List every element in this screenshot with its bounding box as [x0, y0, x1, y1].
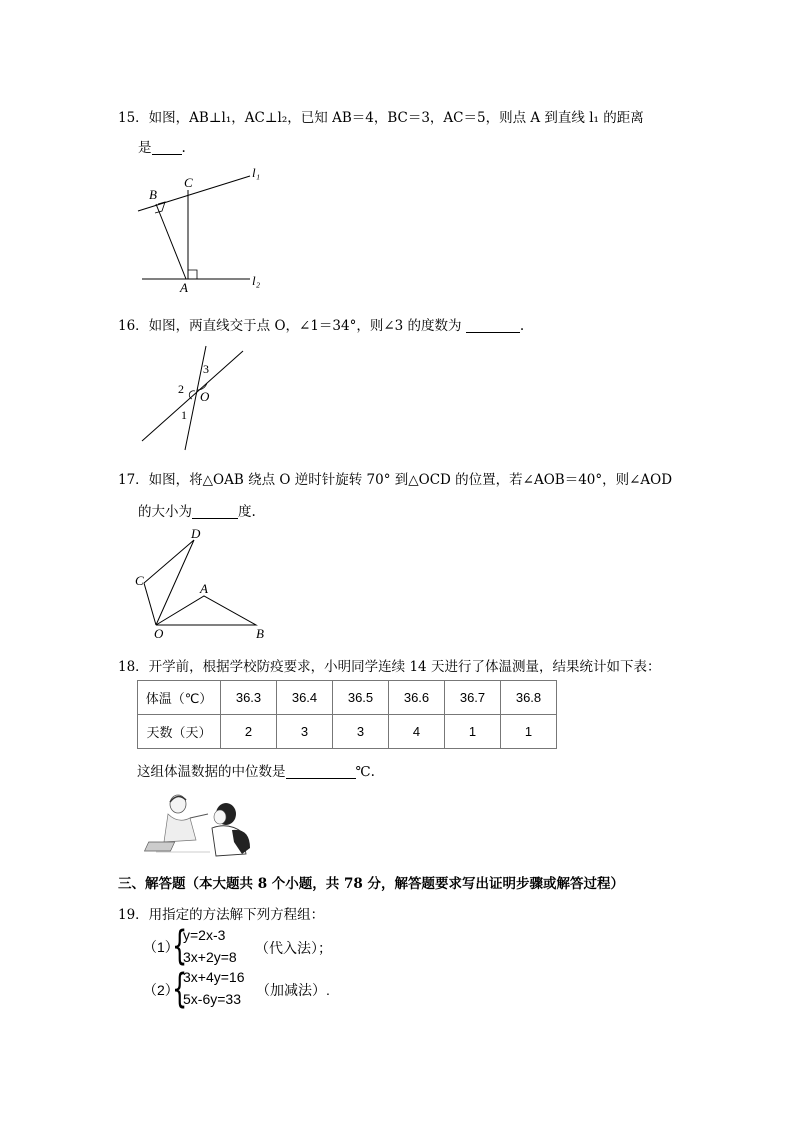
q17-line2 — [138, 500, 256, 520]
q19-part1-method: （代入法）； — [255, 940, 332, 956]
q18-text: 18．开学前，根据学校防疫要求，小明同学连续 14 天进行了体温测量，结果统计如下表： — [118, 659, 661, 675]
label-O: O — [200, 389, 210, 404]
q16-text: 16．如图，两直线交于点 O，∠1＝34°，则∠3 的度数为 — [118, 318, 462, 334]
section-heading: 三、解答题（本大题共 8 个小题，共 78 分，解答题要求写出证明步骤或解答过程） — [118, 876, 624, 892]
q18-answer-blank[interactable] — [286, 764, 356, 779]
table-cell: 36.6 — [389, 681, 445, 715]
q19-part2-eq1: 3x+4y=16 — [183, 969, 245, 985]
q19-part1-brace: { — [172, 923, 188, 969]
q19-part2-eq2: 5x-6y=33 — [183, 991, 241, 1007]
label-A: A — [200, 581, 208, 596]
q17-answer-blank[interactable] — [192, 504, 238, 519]
table-cell: 36.4 — [277, 681, 333, 715]
triangle-OAB — [156, 596, 256, 625]
q19-part2-brace: { — [172, 966, 188, 1012]
table-cell: 4 — [389, 715, 445, 749]
segment-AB — [156, 204, 186, 279]
q16-answer-blank[interactable] — [466, 318, 520, 333]
table-cell: 2 — [221, 715, 277, 749]
triangle-OCD — [144, 540, 194, 625]
q19-part2-method: （加减法）. — [256, 982, 330, 998]
table-cell: 3 — [333, 715, 389, 749]
q19-text: 19．用指定的方法解下列方程组： — [118, 907, 325, 923]
q15-line1: 15．如图，AB⊥l₁，AC⊥l₂，已知 AB＝4，BC＝3，AC＝5，则点 A 到直线 l₁ 的距离 — [118, 110, 644, 126]
label-3: 3 — [203, 362, 209, 376]
q18-after-pre: 这组体温数据的中位数是 — [137, 764, 286, 780]
label-1: 1 — [181, 408, 187, 422]
line-shallow — [142, 351, 243, 441]
table-cell: 1 — [501, 715, 557, 749]
label-C: C — [184, 175, 193, 190]
right-angle-B — [155, 202, 165, 213]
table-cell: 36.5 — [333, 681, 389, 715]
table-cell: 36.8 — [501, 681, 557, 715]
label-2: 2 — [178, 382, 184, 396]
temperature-table — [137, 680, 557, 749]
q15-line2-post: . — [181, 140, 186, 156]
q15-line2 — [138, 136, 186, 156]
q15-line2-pre: 是 — [138, 140, 152, 156]
q16-figure — [140, 343, 250, 453]
label-D: D — [191, 526, 201, 541]
q19-part2-number: （2） — [143, 982, 179, 998]
label-l1: l₁ — [252, 165, 261, 180]
students-illustration — [150, 792, 255, 862]
table-row-temperature — [138, 681, 557, 715]
table-cell: 36.7 — [445, 681, 501, 715]
q18-after-post: ℃. — [355, 764, 375, 780]
q16-post: . — [519, 318, 525, 334]
label-B: B — [256, 626, 264, 641]
q16-line — [118, 314, 524, 334]
label-A: A — [180, 280, 188, 295]
table-cell: 36.3 — [221, 681, 277, 715]
q17-line1: 17．如图，将△OAB 绕点 O 逆时针旋转 70° 到△OCD 的位置，若∠AOB＝40°，则∠AOD — [118, 472, 673, 488]
q19-part1-eq2: 3x+2y=8 — [183, 949, 237, 965]
table-cell: 体温（℃） — [138, 681, 221, 715]
q17-figure — [132, 525, 272, 645]
q19-part1-number: （1） — [143, 939, 179, 955]
q17-line2-post: 度. — [238, 504, 256, 520]
table-row-days — [138, 715, 557, 749]
q17-line2-pre: 的大小为 — [138, 504, 192, 520]
right-angle-A — [188, 270, 197, 279]
q19-part1-eq1: y=2x-3 — [183, 927, 226, 943]
table-cell: 3 — [277, 715, 333, 749]
table-cell: 1 — [445, 715, 501, 749]
q18-after — [137, 760, 375, 780]
q15-answer-blank[interactable] — [152, 140, 182, 155]
table-cell: 天数（天） — [138, 715, 221, 749]
label-l2: l₂ — [252, 273, 261, 288]
q15-figure — [130, 165, 280, 295]
label-O: O — [154, 626, 164, 641]
label-B: B — [149, 187, 157, 202]
label-C: C — [135, 573, 144, 588]
